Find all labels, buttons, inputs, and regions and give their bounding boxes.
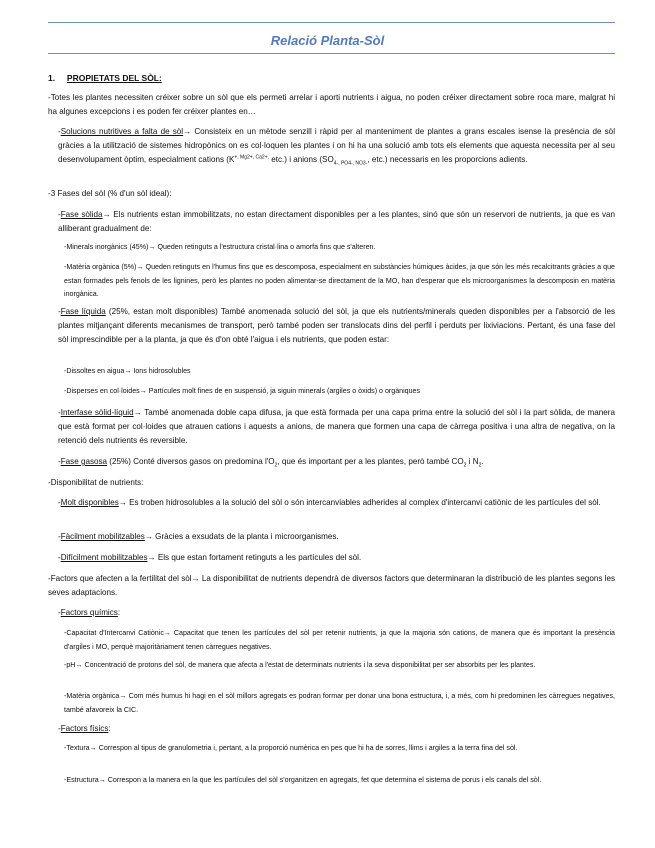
- interfase-paragraph: -Interfase sòlid-líquid→ També anomenada doble capa difusa, ja que està formada per una capa prima entre la solució del sòl i la part sòlida, de manera que està format per col·loides que atrauen cations i aquests a anions, de manera que formen una capa de càrrega positiva i una altra de negativa, on la retenció dels nutrients és reversible.: [58, 408, 615, 445]
- factors-quimics-heading: -Factors químics:: [58, 608, 121, 617]
- fase-solida-paragraph: -Fase sòlida→ Els nutrients estan immobilitzats, no estan directament disponibles per a les plantes, sinó que són un reservori de nutrients, ja que es van alliberant gradualment de:: [58, 210, 616, 233]
- title-rule: [48, 53, 615, 54]
- header-rule: [48, 22, 615, 23]
- fase-liquida-paragraph: -Fase líquida (25%, estan molt disponibles) També anomenada solució del sòl, ja que els nutrients/minerals queden disponibles per a l'absorció de les plantes mitjançant diferents mecanismes de transport, però també poden ser translocats dins del perfil i perduts per lixiviacions. Pertant, és una fase del sòl imprescindible per a la planta, ja que és d'on obté l'aigua i els nutrients, que poden estar:: [58, 307, 616, 344]
- page-title: Relació Planta-Sòl: [270, 33, 385, 48]
- factors-paragraph: -Factors que afecten a la fertilitat del sòl→ La disponibilitat de nutrients dependrà de diversos factors que determinaran la distribució de les plantes segons les seves adaptacions.: [48, 574, 615, 597]
- fase-liquida-item: -Dissoltes en aigua→ Ions hidrosolubles: [64, 367, 191, 375]
- section-heading: 1. PROPIETATS DEL SÒL:: [48, 73, 162, 83]
- factor-fisic-item: -Estructura→ Correspon a la manera en la que les partícules del sòl s'organitzen en agregats, fet que determina el sistema de porus i els canals del sòl.: [64, 776, 542, 784]
- fase-gasosa-paragraph: -Fase gasosa (25%) Conté diversos gasos on predomina $l'O_2$, que és important per a les plantes, però també $CO_2$ i $N_2$.: [58, 457, 484, 469]
- factor-quimic-item: -Capacitat d'Intercanvi Catiònic→ Capacitat que tenen les partícules del sòl per retenir nutrients, ja que la majoria són cations, de manera que és important la presència d'argiles i MO, perquè majoritàriament tenen càrregues negatives.: [64, 629, 615, 651]
- factor-quimic-item: -pH→ Concentració de protons del sòl, de manera que afecta a l'estat de determinats nutrients i la seva disponibilitat per ser absorbits per les plantes.: [64, 661, 536, 669]
- intro-paragraph: -Totes les plantes necessiten créixer sobre un sòl que els permeti arrelar i aporti nutrients i aigua, no poden créixer directament sobre roca mare, malgrat hi ha algunes excepcions i es poden fer créixer plantes en…: [48, 93, 615, 116]
- fase-liquida-item: -Disperses en col·loides→ Partícules molt fines de en suspensió, ja siguin minerals (argiles o òxids) o orgàniques: [64, 387, 421, 395]
- fase-solida-item: -Matèria orgànica (5%)→ Queden retinguts en l'humus fins que es descomposa, especialment en substàncies húmiques àcides, ja que són les més recalcitrants gràcies a que estan formades pels fenols de les lignines, però les plantes no poden alimentar-se directament de la MO, han d'esperar que els microorganismes la descomposin en matèria inorgànica.: [64, 263, 615, 298]
- disponibilitat-item: -Molt disponibles→ Es troben hidrosolubles a la solució del sòl o són intercanviables adherides al complex d'intercanvi catiònic de les partícules del sòl.: [58, 498, 601, 507]
- solucions-paragraph: -Solucions nutritives a falta de sòl→ Consisteix en un mètode senzill i ràpid per al manteniment de plantes a grans escales isense la presència de sòl gràcies a la utilització de sistemes hidropònics on es col·loquen les plantes i on hi ha una solució amb tots els elements que aquesta necessita per al seu desenvolupament òptim, especialment cations ($K^{+, Mg2+, Ca2+,}$ etc.) i anions ($SO_{4-, PO4-, NO3-}$, etc.) necessaris en les proporcions adients.: [58, 127, 615, 167]
- fase-solida-item: -Minerals inorgànics (45%)→ Queden retinguts a l'estructura cristal·lina o amorfa fins que s'alteren.: [64, 243, 376, 251]
- disponibilitat-item: -Difícilment mobilitzables→ Els que estan fortament retinguts a les partícules del sòl.: [58, 553, 362, 562]
- factor-quimic-item: -Matèria orgànica→ Com més humus hi hagi en el sòl millors agregats es podran formar per donar una bona estructura, i, a més, com hi predominen les càrregues negatives, també afavoreix la CIC.: [64, 692, 615, 714]
- fases-heading: -3 Fases del sòl (% d'un sòl ideal):: [48, 189, 172, 198]
- factor-fisic-item: -Textura→ Correspon al tipus de granulometria i, pertant, a la proporció numèrica en pes que hi ha de sorres, llims i argiles a la terra fina del sòl.: [64, 744, 518, 752]
- factors-fisics-heading: -Factors físics:: [58, 724, 111, 733]
- disponibilitat-item: -Fàcilment mobilitzables→ Gràcies a exsudats de la planta i microorganismes.: [58, 532, 339, 541]
- disponibilitat-heading: -Disponibilitat de nutrients:: [48, 478, 144, 487]
